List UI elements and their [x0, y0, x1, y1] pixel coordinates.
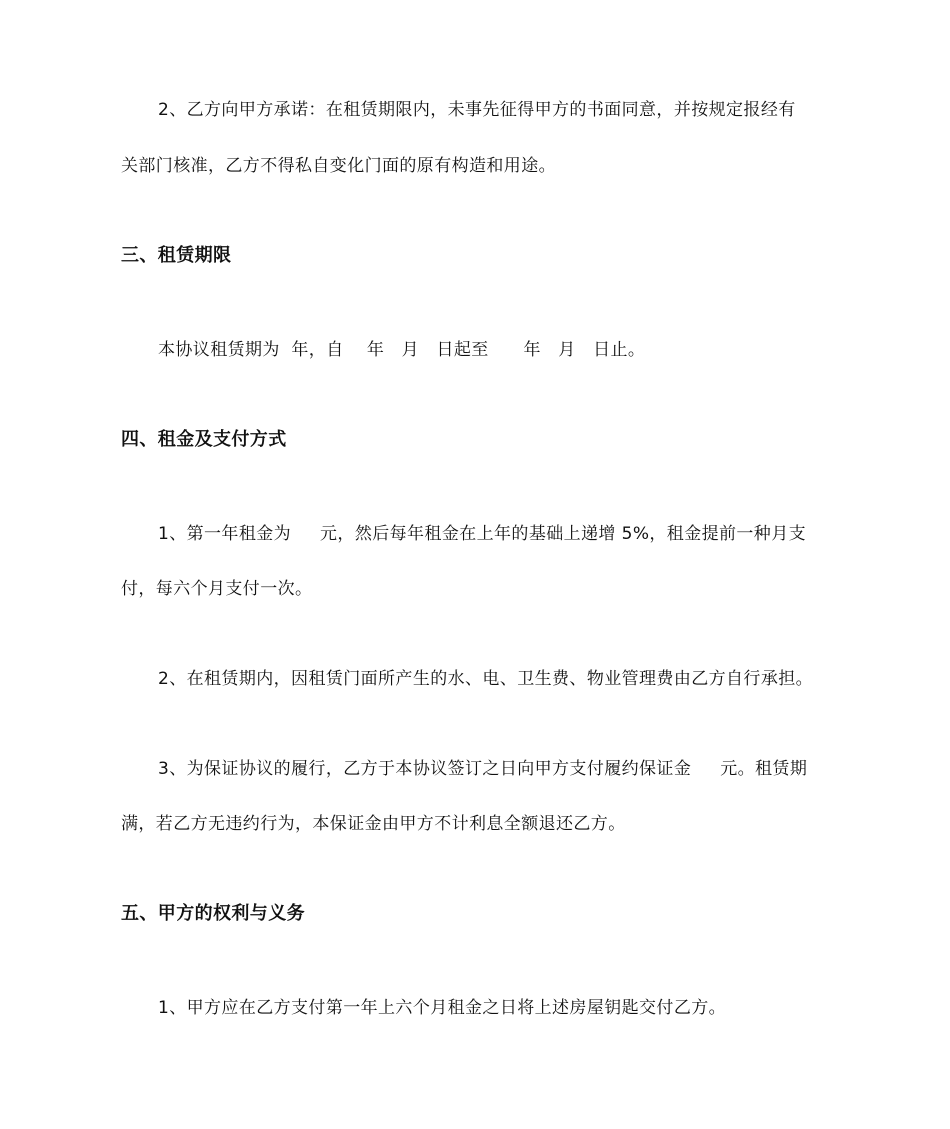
clause-2-2-line-1: 2、乙方向甲方承诺：在租赁期限内，未事先征得甲方的书面同意，并按规定报经有 — [158, 100, 796, 120]
section-3-title: 三、租赁期限 — [121, 245, 232, 266]
section-4-title: 四、租金及支付方式 — [121, 429, 287, 450]
clause-4-3-line-2: 满，若乙方无违约行为，本保证金由甲方不计利息全额退还乙方。 — [121, 814, 626, 834]
section-5-title: 五、甲方的权利与义务 — [121, 903, 305, 924]
clause-4-1-line-2: 付，每六个月支付一次。 — [121, 579, 313, 599]
section-3-body: 本协议租赁期为 年，自 年 月 日起至 年 月 日止。 — [158, 340, 646, 360]
clause-2-2-line-2: 关部门核准，乙方不得私自变化门面的原有构造和用途。 — [121, 156, 556, 176]
clause-4-2: 2、在租赁期内，因租赁门面所产生的水、电、卫生费、物业管理费由乙方自行承担。 — [158, 669, 814, 689]
clause-5-1: 1、甲方应在乙方支付第一年上六个月租金之日将上述房屋钥匙交付乙方。 — [158, 998, 727, 1018]
clause-4-1-line-1: 1、第一年租金为 元，然后每年租金在上年的基础上递增 5%，租金提前一种月支 — [158, 524, 807, 544]
clause-4-3-line-1: 3、为保证协议的履行，乙方于本协议签订之日向甲方支付履约保证金 元。租赁期 — [158, 759, 808, 779]
